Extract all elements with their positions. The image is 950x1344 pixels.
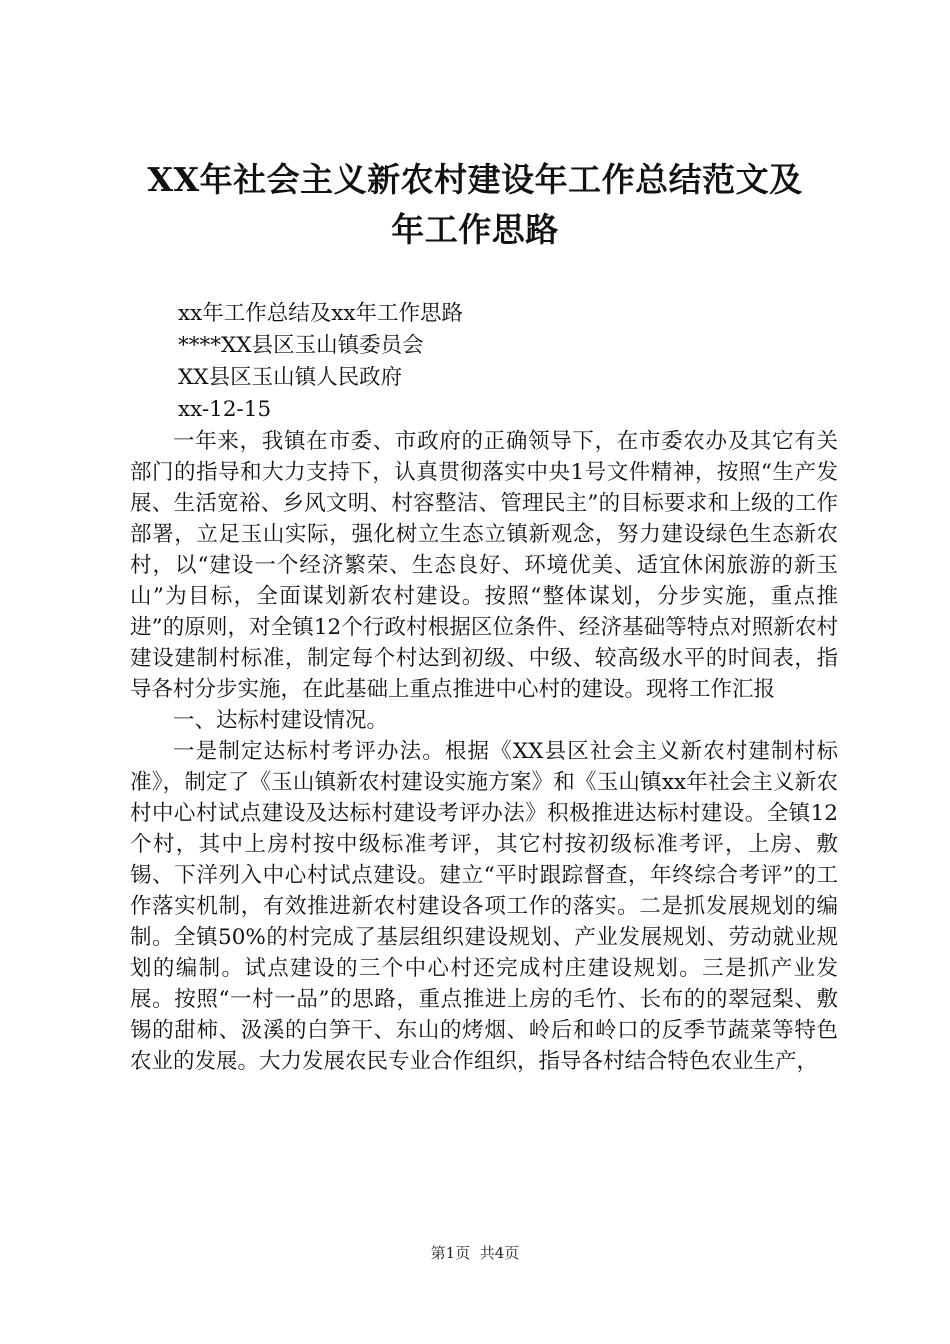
document-title bbox=[100, 155, 850, 255]
title-line-1: XX年社会主义新农村建设年工作总结范文及 bbox=[147, 160, 803, 199]
footer-spacer bbox=[470, 1244, 480, 1262]
section-heading: 一、达标村建设情况。 bbox=[173, 708, 389, 733]
meta-date: xx-12-15 bbox=[178, 397, 272, 422]
page-footer bbox=[0, 1243, 950, 1263]
document-meta bbox=[178, 298, 463, 426]
meta-government: XX县区玉山镇人民政府 bbox=[178, 365, 403, 390]
document-body bbox=[130, 426, 838, 1077]
page-number: 第1页 bbox=[430, 1244, 471, 1262]
meta-subtitle: xx年工作总结及xx年工作思路 bbox=[178, 301, 464, 326]
paragraph-section-1: 一是制定达标村考评办法。根据《XX县区社会主义新农村建制村标准》，制定了《玉山镇新农村建设实施方案》和《玉山镇xx年社会主义新农村中心村试点建设及达标村建设考评办法》积极推进达标村建设。全镇12个村，其中上房村按中级标准考评，其它村按初级标准考评，上房、敷锡、下洋列入中心村试点建设。建立“平时跟踪督查，年终综合考评”的工作落实机制，有效推进新农村建设各项工作的落实。二是抓发展规划的编制。全镇50%的村完成了基层组织建设规划、产业发展规划、劳动就业规划的编制。试点建设的三个中心村还完成村庄建设规划。三是抓产业发展。按照“一村一品”的思路，重点推进上房的毛竹、长布的的翠冠梨、敷锡的甜柿、汲溪的白笋干、东山的烤烟、岭后和岭口的反季节蔬菜等特色农业的发展。大力发展农民专业合作组织，指导各村结合特色农业生产， bbox=[130, 739, 838, 1074]
paragraph-intro: 一年来，我镇在市委、市政府的正确领导下，在市委农办及其它有关部门的指导和大力支持下，认真贯彻落实中央1号文件精神，按照“生产发展、生活宽裕、乡风文明、村容整洁、管理民主”的目标要求和上级的工作部署，立足玉山实际，强化树立生态立镇新观念，努力建设绿色生态新农村，以“建设一个经济繁荣、生态良好、环境优美、适宜休闲旅游的新玉山”为目标，全面谋划新农村建设。按照“整体谋划，分步实施，重点推进”的原则，对全镇12个行政村根据区位条件、经济基础等特点对照新农村建设建制村标准，制定每个村达到初级、中级、较高级水平的时间表，指导各村分步实施，在此基础上重点推进中心村的建设。现将工作汇报 bbox=[130, 429, 838, 702]
title-line-2: 年工作思路 bbox=[391, 210, 559, 249]
meta-party-committee: ****XX县区玉山镇委员会 bbox=[178, 333, 424, 358]
page-total: 共4页 bbox=[479, 1244, 520, 1262]
